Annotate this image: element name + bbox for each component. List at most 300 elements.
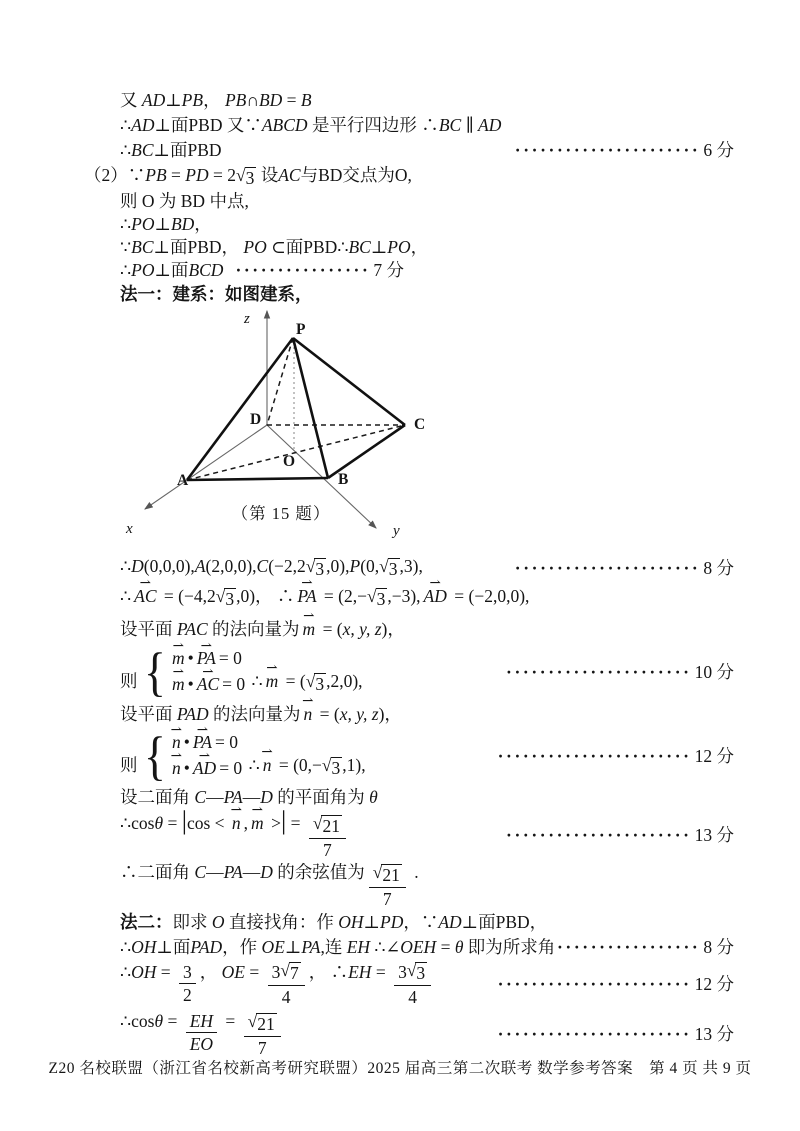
text-span: PO [131, 260, 155, 281]
figure-caption: （第 15 题） [231, 504, 331, 523]
radical-sign: √ [379, 556, 389, 576]
text-span: = 0 [222, 674, 246, 695]
text-span: • [187, 647, 194, 668]
text-span: 是平行四边形 ∴ [307, 115, 439, 136]
text-span: OEH [400, 937, 437, 958]
line-bc-plane [0, 138, 800, 163]
line-coords [0, 554, 800, 582]
text-span: A [194, 556, 206, 576]
vector-notation: ⇀ AC [134, 586, 156, 606]
radicand: 3 [225, 589, 235, 609]
numerator [244, 1010, 281, 1037]
line-part2 [0, 163, 800, 190]
text-span: AD [438, 912, 462, 933]
system-row [169, 675, 245, 694]
text-span: — [206, 861, 224, 882]
text-span: = (−2,0,0), [449, 586, 530, 606]
vector-notation: ⇀ m [172, 649, 185, 668]
score-leader [498, 1024, 734, 1044]
radical-sign: √ [280, 959, 290, 980]
text-span: AC [278, 164, 301, 185]
page-footer: Z20 名校联盟（浙江省名校新高考研究联盟）2025 届高三第二次联考 数学参考答案 第 4 页 共 9 页 [48, 1060, 752, 1077]
line-method2 [0, 910, 800, 934]
text-span: = (0,− [274, 755, 322, 776]
sqrt-radical [247, 1010, 277, 1035]
equation-system [143, 725, 243, 786]
dot-leader: ······················ [506, 825, 692, 845]
text-span: ,连 [320, 937, 347, 958]
text-span: ⊥面PBD， [153, 237, 244, 258]
numerator [186, 1011, 217, 1033]
line-content [120, 619, 405, 639]
radicand: 3 [416, 962, 426, 983]
line-cos-theta [0, 806, 800, 860]
text-span: = (−4,2 [159, 586, 216, 606]
vector-notation: ⇀ n [172, 733, 181, 752]
text-span: ,3), [399, 556, 423, 576]
denominator [408, 986, 417, 1007]
line-normal-n-setup [0, 700, 800, 728]
text-span: ， [194, 214, 212, 235]
text-span: BC [131, 237, 154, 258]
text-span: > [266, 813, 281, 833]
text-span: ⊥ [165, 90, 182, 111]
radicand: 21 [322, 816, 340, 836]
text-span: ， [199, 961, 222, 982]
dot-leader: ······················ [514, 557, 701, 578]
text-span: ⊂面PBD∴ [266, 237, 349, 258]
line-content [120, 237, 428, 257]
vector-notation: ⇀ m [266, 671, 279, 691]
text-span: 法二： [120, 912, 173, 933]
label-y-axis: y [393, 523, 400, 539]
sqrt-radical [216, 588, 236, 610]
line-content [120, 862, 419, 909]
system-row [169, 759, 242, 778]
text-span: 设平面 [120, 618, 177, 639]
text-span: • [183, 758, 190, 779]
score-leader [506, 662, 734, 682]
text-span: ,0), [326, 556, 350, 576]
text-span: ∴cos [120, 813, 155, 833]
text-span: x, y, z [342, 618, 382, 639]
radical-sign: √ [215, 586, 226, 606]
radicand: 3 [315, 674, 325, 695]
text-span: OH [338, 912, 364, 933]
score-label: 13 分 [694, 1024, 734, 1045]
edge-PB [293, 338, 328, 478]
label-point-O: O [283, 453, 296, 470]
text-span: = ( [281, 671, 306, 692]
text-span: — [206, 786, 224, 807]
text-span: | [181, 806, 187, 835]
score-label: 7 分 [373, 260, 405, 281]
score-label: 6 分 [703, 140, 734, 161]
text-span: ∴ [120, 586, 132, 606]
text-span: ∴ [120, 260, 132, 281]
text-span: 3 [271, 961, 281, 982]
line-final-cos [0, 1008, 800, 1060]
text-span: . [409, 861, 419, 882]
line-content [120, 704, 402, 724]
text-span: ∥ [461, 115, 479, 136]
text-span: B [300, 90, 312, 111]
text-span: 法一：建系：如图建系， [120, 283, 313, 304]
label-vertex-A: A [177, 472, 189, 489]
text-span: ∴ [120, 214, 132, 235]
text-span: (0, [360, 556, 380, 576]
line-content [120, 191, 249, 211]
text-span: PD [380, 912, 404, 933]
text-span: = [245, 961, 264, 982]
text-span: ∴ [244, 755, 260, 776]
radical-sign: √ [406, 959, 417, 980]
text-span: ∵ [244, 115, 262, 136]
edge-AB [187, 478, 328, 480]
text-span: ⊥面PBD， [461, 912, 548, 933]
text-span: θ [454, 937, 464, 958]
dot-leader: ················· [556, 937, 701, 958]
radical-sign: √ [312, 813, 323, 833]
dot-leader: ······················· [497, 745, 692, 766]
sqrt-radical [313, 815, 342, 837]
text-span: BCD [188, 260, 224, 281]
vector-notation: ⇀ n [232, 813, 241, 833]
text-span: θ [154, 813, 164, 833]
line-content [84, 165, 412, 189]
sqrt-radical [379, 558, 399, 580]
text-span: • [187, 674, 194, 695]
text-span: PA [301, 937, 321, 958]
text-span: BC [131, 140, 154, 161]
text-span: 的余弦值为 [272, 861, 365, 882]
vector-notation: ⇀ AD [424, 586, 447, 606]
text-span: = (2,− [319, 586, 367, 606]
line-conclusion [0, 860, 800, 910]
text-span: O [211, 912, 225, 933]
radical-sign: √ [235, 164, 246, 185]
text-span: PB [145, 164, 167, 185]
line-content [120, 260, 223, 280]
text-span: ∴ [120, 556, 132, 576]
text-span: | [280, 806, 287, 835]
brace: { [143, 641, 166, 702]
fraction [179, 962, 196, 1005]
text-span: 即为所求角 [463, 937, 556, 958]
line-oh-plane [0, 934, 800, 960]
radicand: 21 [382, 864, 400, 885]
figure-pyramid [110, 298, 452, 550]
line-bc-po [0, 236, 800, 259]
text-span: PA [223, 861, 243, 882]
text-span: PAC [176, 618, 208, 639]
brace: { [143, 725, 166, 786]
text-span: ABCD [261, 115, 308, 136]
text-span: = [286, 813, 305, 833]
text-span: P [349, 556, 361, 576]
text-span: = [371, 961, 391, 982]
text-span: 3 [183, 961, 192, 982]
line-po-bcd [0, 259, 800, 282]
sqrt-radical [367, 588, 387, 610]
text-span: OH [131, 961, 157, 982]
text-span: 2 [183, 984, 192, 1005]
vector-notation: ⇀ m [251, 813, 264, 833]
text-span: 的法向量为 [207, 618, 300, 639]
line-vectors [0, 582, 800, 614]
sqrt-radical [322, 757, 342, 779]
vector-notation: ⇀ n [172, 759, 181, 778]
text-span: ∴ [120, 961, 132, 982]
text-span: = 0 [218, 647, 242, 668]
line-content [120, 556, 423, 580]
text-span: （2）∵ [84, 164, 146, 185]
text-span: 7 [323, 840, 332, 860]
text-span: 设二面角 [120, 786, 195, 807]
text-span: ∴∠ [370, 937, 401, 958]
line-content [120, 140, 222, 160]
radicand: 3 [245, 167, 255, 188]
denominator [282, 986, 291, 1007]
text-span: D [260, 861, 273, 882]
text-span: PB [181, 90, 204, 111]
score-leader [515, 558, 734, 578]
text-span: ∩ [246, 90, 259, 111]
line-content [120, 641, 363, 702]
text-span: C [194, 861, 207, 882]
score-label: 13 分 [694, 825, 734, 845]
line-o-midpoint [0, 190, 800, 213]
text-span: AD [131, 115, 155, 136]
text-span: = ( [315, 703, 340, 724]
label-vertex-C: C [414, 416, 426, 433]
text-span: 与BD交点为O, [300, 164, 412, 185]
text-span: θ [369, 786, 378, 807]
text-span: OE [221, 961, 245, 982]
text-span: EH [346, 937, 371, 958]
score-leader [515, 140, 734, 160]
vector-notation: ⇀ m [303, 619, 316, 639]
text-span: = [282, 90, 301, 111]
radical-sign: √ [321, 755, 332, 776]
line-dihedral-setup [0, 784, 800, 810]
sqrt-radical [306, 673, 326, 695]
score-leader [235, 260, 404, 280]
text-span: ⊥ [284, 937, 302, 958]
text-span: ⊥ [363, 912, 381, 933]
line-content [120, 787, 378, 807]
score-label: 10 分 [694, 661, 734, 682]
text-span: 设平面 [120, 703, 177, 724]
vector-notation: ⇀ AD [193, 759, 216, 778]
text-span: cos < [186, 813, 229, 833]
text-span: D [131, 556, 144, 576]
line-content [120, 937, 555, 957]
label-x-axis: x [126, 521, 133, 537]
score-leader [498, 746, 734, 766]
text-span: ⊥ [370, 237, 388, 258]
text-span: )， [378, 703, 402, 724]
fraction [186, 1011, 217, 1054]
text-span: ∴ [120, 115, 132, 136]
line-ad-perp [0, 88, 800, 113]
text-span: ⊥面PBD [153, 140, 222, 161]
text-span: ∴二面角 [120, 861, 195, 882]
fraction [369, 861, 406, 909]
line-content [120, 214, 212, 234]
dot-leader: ······················ [514, 140, 701, 161]
text-span: ,1), [342, 755, 366, 776]
text-span: OE [261, 937, 285, 958]
radicand: 3 [331, 758, 341, 779]
equation-system [143, 641, 246, 702]
radical-sign: √ [372, 861, 383, 882]
text-span: PAD [176, 703, 209, 724]
radicand: 3 [388, 559, 398, 579]
line-normal-m-setup [0, 614, 800, 644]
text-span: • [183, 731, 190, 752]
score-leader [498, 974, 734, 994]
text-span: ,2,0), [326, 671, 363, 692]
text-span: = ( [318, 618, 343, 639]
vector-notation: ⇀ PA [193, 733, 212, 752]
text-span: θ [154, 1010, 164, 1031]
text-span: ⊥ [154, 214, 171, 235]
text-span: ∵ [120, 237, 132, 258]
radicand: 7 [289, 962, 299, 983]
text-span: D [260, 786, 273, 807]
text-span: ,−3), [387, 586, 421, 606]
text-span: EH [348, 961, 372, 982]
radicand: 3 [315, 559, 325, 579]
line-content [120, 806, 350, 860]
vector-notation: ⇀ n [304, 704, 313, 724]
dot-leader: ······················ [506, 661, 692, 682]
text-span: AD [478, 115, 502, 136]
text-span: BC [438, 115, 462, 136]
text-span: = [221, 1010, 240, 1031]
numerator [394, 959, 431, 986]
vector-notation: ⇀ m [172, 675, 185, 694]
x-axis [145, 425, 267, 509]
text-span: , [243, 813, 249, 833]
text-span: ∴cos [120, 1010, 155, 1031]
denominator [183, 984, 192, 1005]
score-label: 8 分 [703, 937, 734, 958]
label-z-axis: z [244, 311, 250, 327]
radical-sign: √ [366, 586, 377, 606]
line-content [120, 90, 312, 110]
text-span: (0,0,0), [143, 556, 195, 576]
text-span: ,0)， ∴ [236, 586, 295, 606]
dot-leader: ······················· [497, 1024, 692, 1045]
text-span: ⊥面 [154, 260, 189, 281]
text-span: OH [131, 937, 157, 958]
vector-notation: ⇀ n [263, 755, 272, 775]
text-span: 即求 [172, 912, 212, 933]
text-span: = 0 [219, 758, 243, 779]
dot-leader: ················ [235, 260, 371, 281]
sqrt-radical [372, 861, 402, 886]
text-span: PD [185, 164, 209, 185]
text-span: ∴ [120, 140, 132, 161]
text-span: )， [381, 618, 405, 639]
text-span: 3 [398, 961, 407, 982]
text-span: BD [170, 214, 195, 235]
dot-leader: ······················· [497, 974, 692, 995]
text-span: = [156, 961, 176, 982]
numerator [369, 861, 406, 888]
text-span: ⊥面 [156, 937, 191, 958]
text-span: PB [224, 90, 247, 111]
text-span: = 0 [214, 731, 238, 752]
text-span: (2,0,0), [205, 556, 257, 576]
text-span: 的法向量为 [208, 703, 301, 724]
text-span: 设 [256, 164, 279, 185]
text-span: 的平面角为 [272, 786, 370, 807]
sqrt-radical [235, 164, 256, 189]
label-vertex-D: D [250, 411, 262, 428]
radicand: 21 [257, 1013, 275, 1034]
fraction [309, 815, 346, 860]
text-span: (−2,2 [268, 556, 306, 576]
text-span: 7 [382, 888, 392, 909]
text-span: EH [189, 1010, 214, 1031]
text-span: PO [243, 237, 267, 258]
sqrt-radical [406, 959, 427, 984]
score-leader [557, 937, 734, 957]
sqrt-radical [280, 959, 300, 984]
solution-part-1 [0, 88, 800, 306]
fraction [268, 959, 305, 1007]
vector-notation: ⇀ PA [297, 586, 316, 606]
radicand: 3 [376, 589, 386, 609]
text-span: 7 [257, 1037, 267, 1058]
line-content [120, 115, 501, 135]
text-span: EO [189, 1033, 214, 1054]
score-label: 12 分 [694, 974, 734, 995]
text-span: PA [223, 786, 243, 807]
radical-sign: √ [305, 556, 316, 576]
text-span: = [163, 813, 182, 833]
vector-notation: ⇀ PA [197, 649, 216, 668]
text-span: PO [131, 214, 155, 235]
text-span: 又 [120, 90, 142, 111]
text-span: = [436, 937, 455, 958]
numerator [179, 962, 196, 984]
numerator [309, 815, 346, 839]
denominator [323, 839, 332, 860]
text-span: PAD [190, 937, 223, 958]
text-span: x, y, z [339, 703, 379, 724]
label-vertex-B: B [338, 471, 349, 488]
line-system-m [0, 641, 800, 702]
numerator [268, 959, 305, 986]
system-rows [169, 733, 242, 779]
radical-sign: √ [305, 671, 316, 692]
text-span: = [163, 1010, 182, 1031]
line-content [120, 725, 366, 786]
vector-notation: ⇀ AC [197, 675, 219, 694]
line-content [120, 912, 547, 932]
score-leader [506, 825, 734, 845]
text-span: — [242, 786, 261, 807]
text-span: ， [410, 237, 429, 258]
radical-sign: √ [247, 1010, 258, 1031]
text-span: 直接找角：作 [224, 912, 339, 933]
text-span: 4 [281, 986, 291, 1007]
text-span: 则 [120, 755, 142, 776]
